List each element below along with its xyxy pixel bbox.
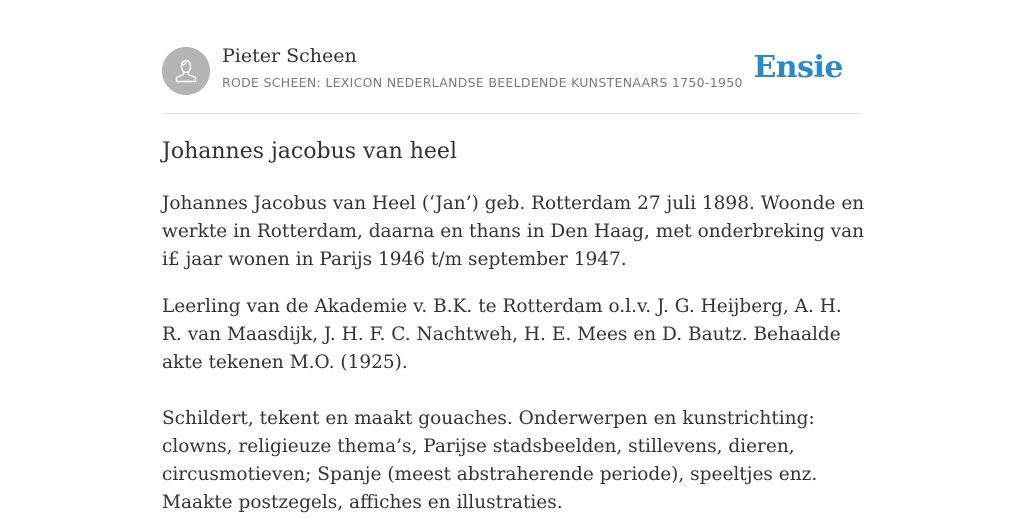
source-title[interactable]: RODE SCHEEN: LEXICON NEDERLANDSE BEELDENDE KUNSTENAARS 1750-1950 (222, 75, 743, 90)
article-header (162, 0, 862, 114)
brand-logo[interactable]: Ensie (753, 50, 843, 85)
article-paragraph: Schildert, tekent en maakt gouaches. Onderwerpen en kunstrichting: clowns, religieuze thema’s, Parijse stadsbeelden, stillevens, dieren, circusmotieven; Spanje (meest abstraherende periode), speeltjes enz. Maakte postzegels, affiches en illustraties. (162, 408, 818, 513)
avatar[interactable] (162, 47, 210, 95)
article-title: Johannes jacobus van heel (162, 139, 457, 164)
user-icon (162, 47, 210, 95)
author-name[interactable]: Pieter Scheen (222, 45, 357, 67)
article-paragraph: Johannes Jacobus van Heel (‘Jan’) geb. Rotterdam 27 juli 1898. Woonde en werkte in Rotterdam, daarna en thans in Den Haag, met onderbreking van i£ jaar wonen in Parijs 1946 t/m september 1947. (162, 193, 865, 270)
page-container (162, 0, 865, 513)
article-paragraph: Leerling van de Akademie v. B.K. te Rotterdam o.l.v. J. G. Heijberg, A. H. R. van Maasdijk, J. H. F. C. Nachtweh, H. E. Mees en D. Bautz. Behaalde akte tekenen M.O. (1925). (162, 296, 842, 373)
